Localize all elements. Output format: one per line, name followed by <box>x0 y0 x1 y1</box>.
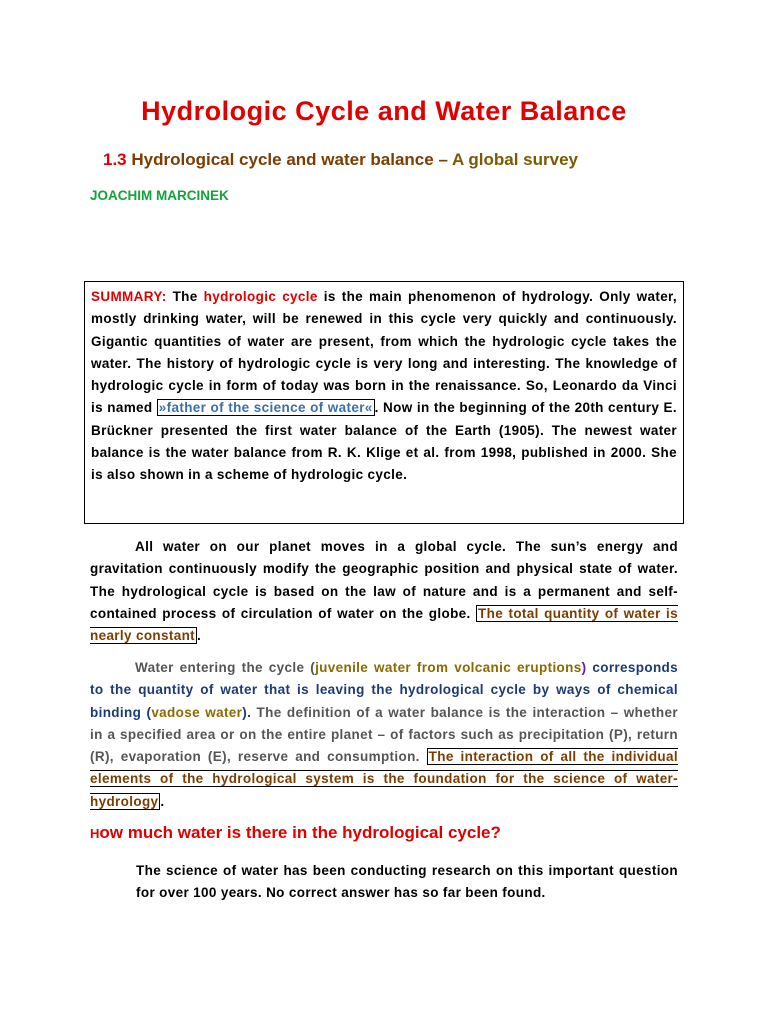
summary-paragraph <box>91 286 677 487</box>
paragraph-global-cycle-end: . <box>197 628 202 644</box>
juvenile-close-paren: ) <box>581 660 587 675</box>
juvenile-water-text: juvenile water from volcanic eruptions <box>315 660 582 675</box>
section-heading-how-much-water <box>90 823 501 843</box>
interaction-box: The interaction of all the individual elements of the hydrological system is the foundation for the science of water-hydrology <box>90 749 678 809</box>
summary-text-3: . Now in the beginning of the 20th century E. Brückner presented the first water balance of the Earth (1905). The newest water balance is the water balance from R. K. Klige et al. from 1998, published in 2000. She is also shown in a scheme of hydrologic cycle. <box>91 400 677 483</box>
definition-text: The definition of a water balance is the interaction – whether in a specified area or on the entire planet – of factors such as precipitation (P), return (R), evaporation (E), reserve and consumption. <box>90 704 678 765</box>
vadose-close-paren: ). <box>242 704 252 720</box>
paragraph-water-balance <box>90 657 678 813</box>
heading-first-letter: H <box>90 826 100 841</box>
section-subtitle <box>103 150 578 170</box>
paragraph-global-cycle <box>90 536 678 647</box>
heading-rest: ow much water is there in the hydrological cycle? <box>99 823 501 842</box>
document-title: Hydrologic Cycle and Water Balance <box>141 96 627 126</box>
summary-label: SUMMARY: <box>91 289 167 304</box>
water-entering-text: Water entering the cycle ( <box>135 660 316 675</box>
paragraph-water-balance-end: . <box>160 793 165 809</box>
paragraph-global-cycle-text: All water on our planet moves in a global cycle. The sun’s energy and gravitation continuously modify the geographic position and physical state of water. The hydrological cycle is based on the law of nature and is a permanent and self-contained process of circulation of water on the globe. <box>90 539 678 621</box>
total-quantity-box: The total quantity of water is nearly constant <box>90 605 679 644</box>
section-title-dash: – <box>438 150 448 169</box>
corresponds-text: corresponds to the quantity of water that is leaving the hydrological cycle by ways of chemical binding ( <box>90 660 678 720</box>
summary-quote-box: »father of the science of water« <box>158 400 373 416</box>
summary-box <box>84 281 684 524</box>
vadose-water-text: vadose water <box>151 704 243 720</box>
summary-highlight-hydrologic-cycle: hydrologic cycle <box>203 289 318 304</box>
summary-text-1: The <box>172 289 198 304</box>
paragraph-research: The science of water has been conducting research on this important question for over 100 years. No correct answer has so far been found. <box>136 863 678 901</box>
section-title-tail: A global survey <box>452 150 578 169</box>
summary-text-2: is the main phenomenon of hydrology. Only water, mostly drinking water, will be renewed in this cycle very quickly and continuously. Gigantic quantities of water are present, from which the hydrologic cycle takes the water. The history of hydrologic cycle is very long and interesting. The knowledge of hydrologic cycle in form of today was born in the renaissance. So, Leonardo da Vinci is named <box>91 289 678 416</box>
section-title-main: Hydrological cycle and water balance <box>131 150 434 169</box>
author-name: JOACHIM MARCINEK <box>90 188 229 203</box>
section-number: 1.3 <box>103 150 127 169</box>
